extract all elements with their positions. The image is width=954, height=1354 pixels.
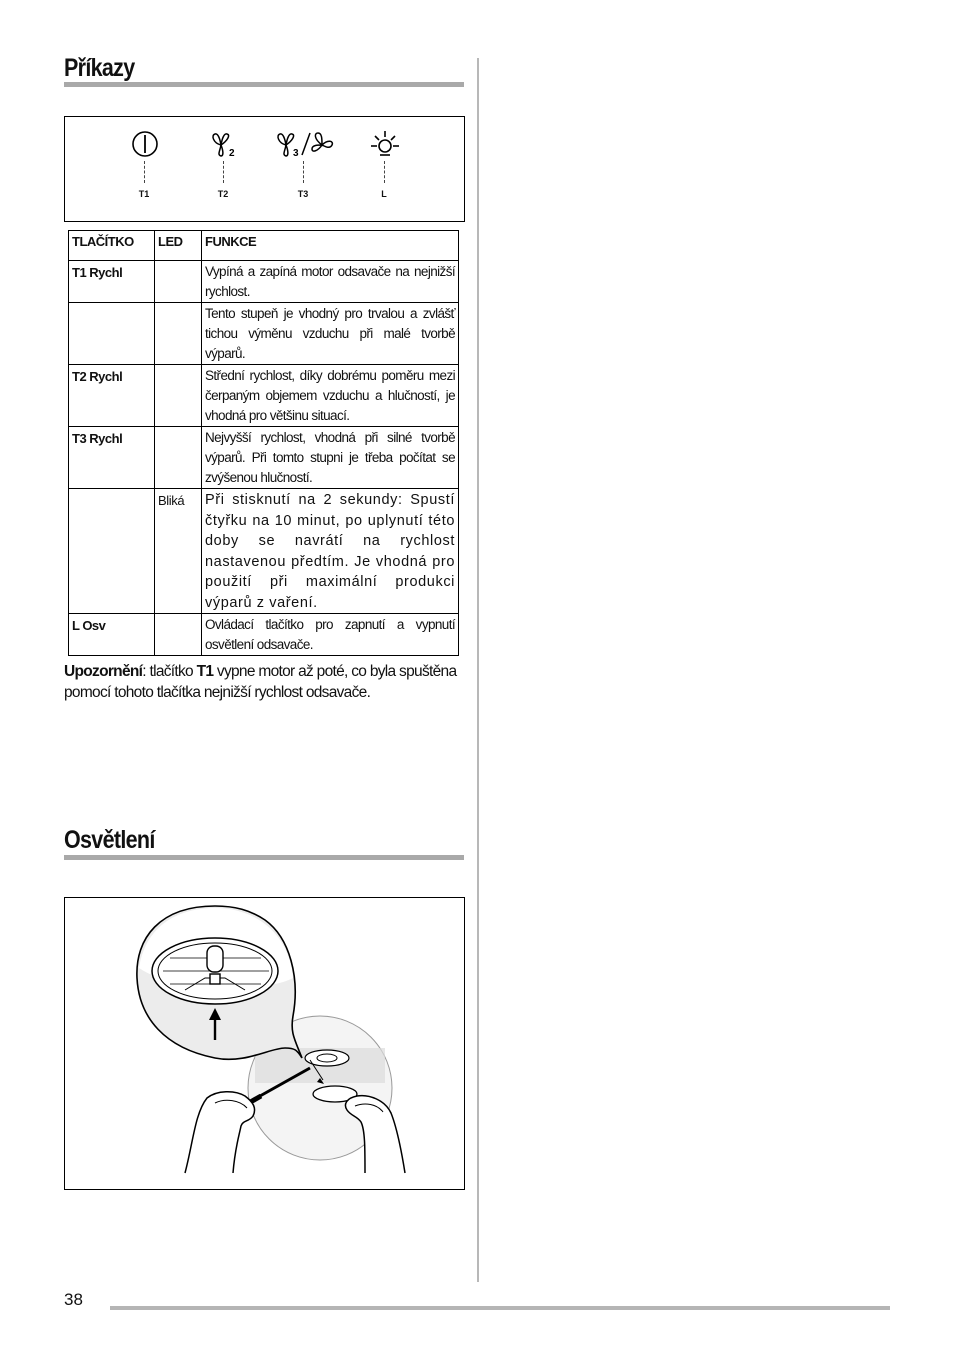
cell-function: Tento stupeň je vhodný pro trvalou a zvlášť tichou výměnu vzduchu při malé tvorbě výparů.	[202, 303, 459, 365]
cell-button: L Osv	[69, 614, 155, 656]
section-title-osvetleni: Osvětlení	[64, 826, 155, 854]
section-title-prikazy: Příkazy	[64, 54, 135, 82]
table-row	[69, 261, 459, 303]
cell-function: Při stisknutí na 2 sekundy: Spustí čtyřku na 10 minut, po uplynutí této doby se navrátí na rychlost nastavenou předtím. Je vhodná pro použití při maximální produkci výparů z vaření.	[202, 489, 459, 614]
cell-button: T1 Rychl	[69, 261, 155, 303]
cell-led	[155, 427, 202, 489]
light-bulb-icon	[365, 125, 405, 161]
table-row	[69, 614, 459, 656]
cell-led	[155, 614, 202, 656]
cell-led	[155, 365, 202, 427]
svg-text:3: 3	[293, 148, 299, 159]
cell-button: T2 Rychl	[69, 365, 155, 427]
header-function: FUNKCE	[202, 231, 459, 261]
note-label: Upozornění	[64, 663, 143, 680]
leader-line	[144, 161, 145, 183]
leader-line	[223, 161, 224, 183]
cell-button: T3 Rychl	[69, 427, 155, 489]
illustration-panel	[64, 897, 465, 1190]
table-row	[69, 427, 459, 489]
column-divider	[477, 58, 479, 1282]
button-label-l: L	[381, 189, 387, 199]
lamp-replacement-illustration	[65, 898, 464, 1189]
cell-led	[155, 261, 202, 303]
table-row	[69, 365, 459, 427]
cell-function: Střední rychlost, díky dobrému poměru mezi čerpaným objemem vzduchu a hlučností, je vhodná pro většinu situací.	[202, 365, 459, 427]
note-text-a: : tlačítko	[142, 663, 197, 680]
button-label-t2: T2	[217, 189, 229, 199]
table-row	[69, 489, 459, 614]
footer-rule	[110, 1306, 890, 1310]
leader-line	[303, 161, 304, 183]
cell-function: Nejvyšší rychlost, vhodná při silné tvorbě výparů. Při tomto stupni je třeba počítat se zvýšenou hlučností.	[202, 427, 459, 489]
fan-speed-3-icon	[270, 125, 340, 161]
section-title-rule	[64, 855, 464, 860]
note-text-b: vypne motor až poté, co byla spuštěna pomocí tohoto tlačítka nejnižší rychlost odsavače.	[64, 663, 457, 701]
table-header-row	[69, 231, 459, 261]
cell-function: Ovládací tlačítko pro zapnutí a vypnutí osvětlení odsavače.	[202, 614, 459, 656]
button-label-t3: T3	[297, 189, 309, 199]
button-label-t1: T1	[138, 189, 150, 199]
cell-function: Vypíná a zapíná motor odsavače na nejnižší rychlost.	[202, 261, 459, 303]
cell-button	[69, 303, 155, 365]
section-title-rule	[64, 82, 464, 87]
cell-button	[69, 489, 155, 614]
warning-note	[64, 661, 464, 703]
table-row	[69, 303, 459, 365]
power-icon	[125, 125, 165, 161]
header-button: TLAČÍTKO	[69, 231, 155, 261]
cell-led	[155, 303, 202, 365]
note-key: T1	[196, 663, 214, 680]
header-led: LED	[155, 231, 202, 261]
cell-led: Bliká	[155, 489, 202, 614]
fan-speed-2-icon	[203, 125, 243, 161]
buttons-panel	[64, 116, 465, 222]
page-number: 38	[64, 1290, 83, 1309]
svg-text:2: 2	[229, 148, 235, 159]
leader-line	[384, 161, 385, 183]
commands-table	[68, 230, 459, 656]
